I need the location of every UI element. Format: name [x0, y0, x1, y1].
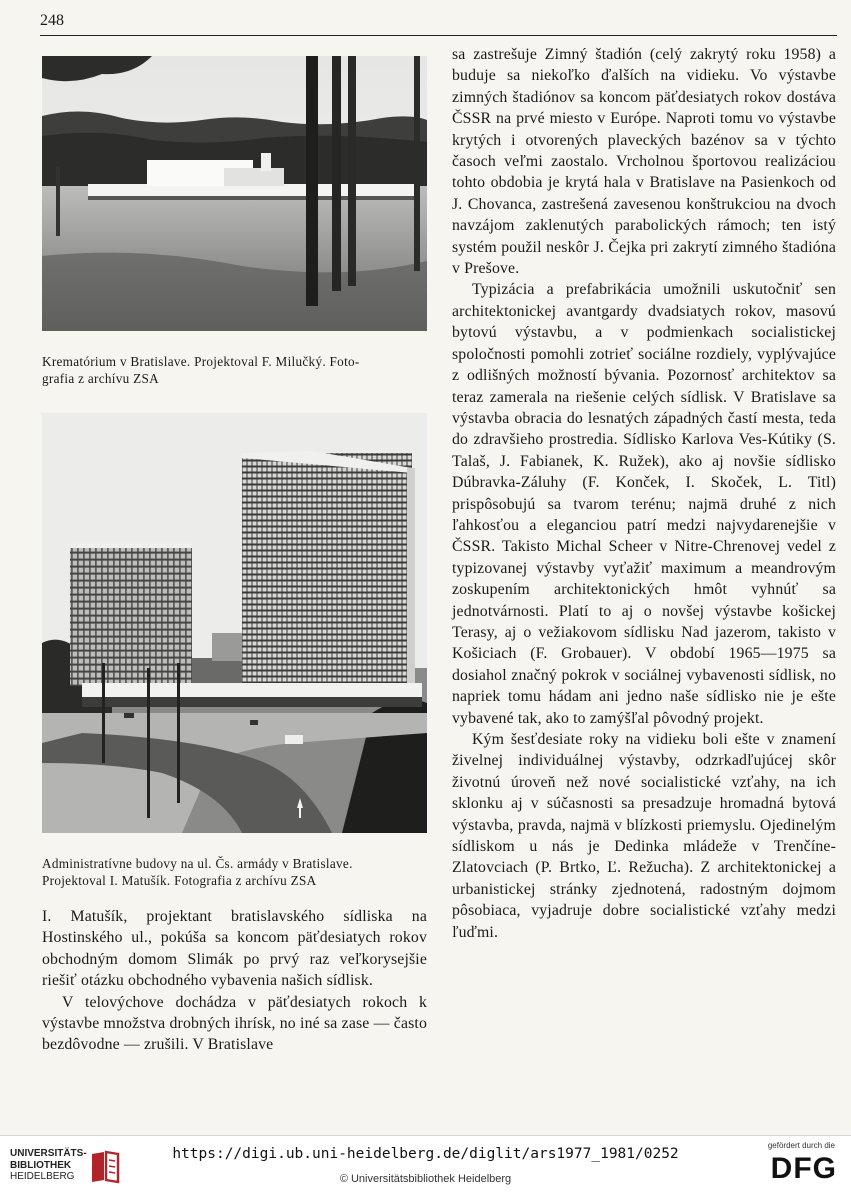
- paragraph: V telovýchove dochádza v päťdesiatych rokoch k výstavbe množstva drobných ihrísk, no iné sa zase — často bezdôvodne — zrušili. V Bratislave: [42, 993, 427, 1054]
- paragraph: Typizácia a prefabrikácia umožnili uskutočniť sen architektonickej avantgardy dvadsiatych rokov, masovú bytovú výstavbu, a v podmienkach socialistickej spoločnosti pomohli zotrieť sociálne rozdiely, vyplývajúce z odlišných možností bývania. Pozornosť architektov sa teraz zamerala na riešenie celých sídlisk. V Bratislave sa výstavba obracia do lesnatých západných častí mesta, teda do zdravšieho prostredia. Sídlisko Karlova Ves-Kútiky (S. Talaš, J. Fabianek, K. Ružek), ako aj novšie sídlisko Dúbravka-Záluhy (F. Konček, I. Skoček, L. Titl) prispôsobujú sa tvarom terénu; najmä druhé z nich ľahkosťou a eleganciou patrí medzi najvydarenejšie v ČSSR. Takisto Michal Scheer v Nitre-Chrenovej vedel z typizovanej výstavby vyťažiť maximum a meandrovým zoskupením architektonických hmôt vyhnúť sa jednotvárnosti. Platí to aj o novšej výstavbe košickej Terasy, aj o vežiakovom sídlisku Nad jazerom, takisto v Košiciach (F. Grobauer). V období 1965—1975 sa dosiahol značný pokrok v sociálnej vybavenosti sídlisk, no napriek tomu hádam ani jedno naše sídlisko nie je ešte vybavené tak, ako to zamýšľal pôvodný projekt.: [452, 281, 836, 727]
- caption-line: Projektoval I. Matušík. Fotografia z archívu ZSA: [42, 873, 317, 888]
- photo-administrative-buildings: [42, 413, 427, 833]
- paragraph: Kým šesťdesiate roky na vidieku boli ešte v znamení živelnej individuálnej výstavby, odzrkadľujúcej skôr životnú úroveň než nové socialistické vzťahy, na ich sklonku aj v súčasnosti sa presadzuje hromadná bytová výstavba, pravda, najmä v blízkosti priemyslu. Ojedinelým sídliskom u nás je Dedinka mládeže v Trenčíne-Zlatovciach (P. Brtko, Ľ. Režucha). Z architektonickej a urbanistickej stránky zjednotená, radostným dojmom pôsobiaca, vyjadruje dobre socialistické vzťahy medzi ľuďmi.: [452, 731, 836, 941]
- header-rule: [40, 35, 837, 36]
- footer-bar: [0, 1135, 851, 1196]
- page-number: 248: [40, 12, 64, 29]
- caption-line: grafia z archívu ZSA: [42, 371, 159, 386]
- right-text-column: [452, 44, 836, 943]
- figure-caption-administrative-buildings: [42, 855, 427, 889]
- photo-crematorium: [42, 56, 427, 331]
- library-name-line: HEIDELBERG: [10, 1171, 75, 1182]
- footer-copyright: © Universitätsbibliothek Heidelberg: [339, 1173, 512, 1185]
- caption-line: Krematórium v Bratislave. Projektoval F. Milučký. Foto-: [42, 354, 360, 369]
- paragraph: I. Matušík, projektant bratislavského sídliska na Hostinského ul., pokúša sa koncom päťdesiatych rokov obchodným domom Slimák po prvý raz veľkorysejšie riešiť otázku obchodného vybavenia našich sídlisk.: [42, 908, 427, 990]
- library-name-line: UNIVERSITÄTS-: [10, 1148, 87, 1159]
- caption-line: Administratívne budovy na ul. Čs. armády v Bratislave.: [42, 856, 353, 871]
- figure-caption-crematorium: [42, 353, 427, 387]
- footer-url-link[interactable]: https://digi.ub.uni-heidelberg.de/diglit/ars1977_1981/0252: [172, 1146, 679, 1162]
- paragraph: sa zastrešuje Zimný štadión (celý zakrytý roku 1958) a buduje sa niekoľko ďalších na vidieku. Vo výstavbe zimných štadiónov sa koncom päťdesiatych rokov dostáva ČSSR na prvé miesto v Európe. Naproti tomu vo výstavbe krytých i otvorených plaveckých bazénov sa v týchto časoch veľmi zaostalo. Vrcholnou športovou realizáciou tohto obdobia je krytá hala v Bratislave na Pasienkoch od J. Chovanca, zastrešená zavesenou konštrukciou na dvoch navzájom zaklenutých parabolických rámoch; ten istý systém použil neskôr J. Čejka pri zakrytí zimného štadióna v Prešove.: [452, 46, 836, 278]
- library-name-line: BIBLIOTHEK: [10, 1159, 72, 1171]
- dfg-funded-by: gefördert durch die: [767, 1141, 835, 1150]
- dfg-logo[interactable]: DFG: [770, 1152, 837, 1185]
- left-text-column: [42, 906, 427, 1056]
